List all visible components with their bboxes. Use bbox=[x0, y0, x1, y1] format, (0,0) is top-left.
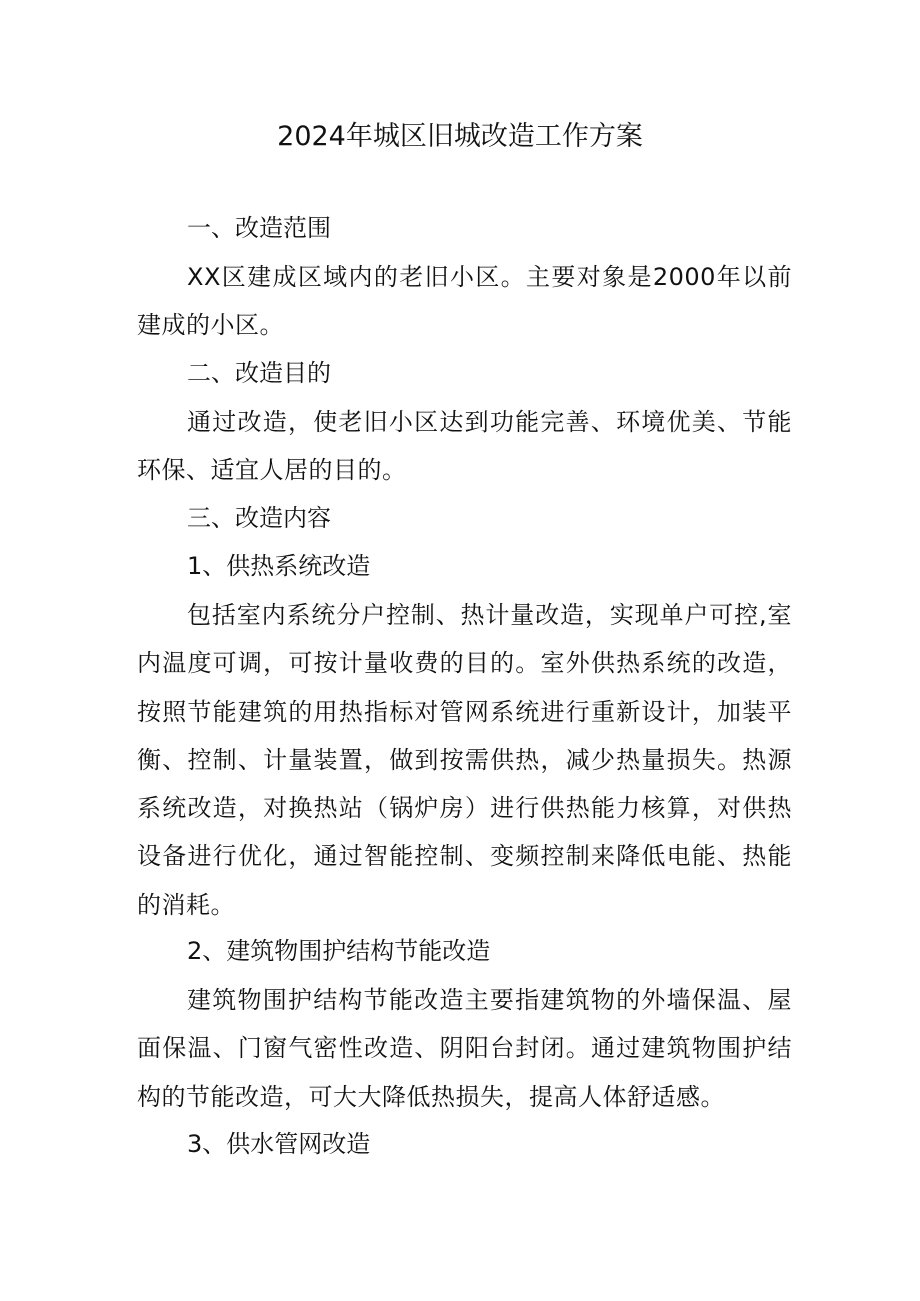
subsection-heading-water: 3、供水管网改造 bbox=[187, 1130, 371, 1158]
subsection-heading-envelope: 2、建筑物围护结构节能改造 bbox=[187, 937, 491, 965]
section-body-purpose: 通过改造，使老旧小区达到功能完善、环境优美、节能环保、适宜人居的目的。 bbox=[137, 408, 792, 485]
subsection-body-envelope: 建筑物围护结构节能改造主要指建筑物的外墙保温、屋面保温、门窗气密性改造、阴阳台封闭。通过建筑物围护结构的节能改造，可大大降低热损失，提高人体舒适感。 bbox=[137, 986, 792, 1111]
section-heading-content: 三、改造内容 bbox=[187, 504, 331, 532]
subsection-heading-heating: 1、供热系统改造 bbox=[187, 552, 371, 580]
section-body-scope: XX区建成区域内的老旧小区。主要对象是2000年以前建成的小区。 bbox=[137, 263, 792, 340]
section-heading-scope: 一、改造范围 bbox=[187, 214, 331, 242]
section-heading-purpose: 二、改造目的 bbox=[187, 359, 331, 387]
subsection-body-heating: 包括室内系统分户控制、热计量改造，实现单户可控,室内温度可调，可按计量收费的目的。室外供热系统的改造，按照节能建筑的用热指标对管网系统进行重新设计，加装平衡、控制、计量装置，做到按需供热，减少热量损失。热源系统改造，对换热站（锅炉房）进行供热能力核算，对供热设备进行优化，通过智能控制、变频控制来降低电能、热能的消耗。 bbox=[137, 601, 792, 919]
document-title: 2024年城区旧城改造工作方案 bbox=[277, 121, 643, 152]
